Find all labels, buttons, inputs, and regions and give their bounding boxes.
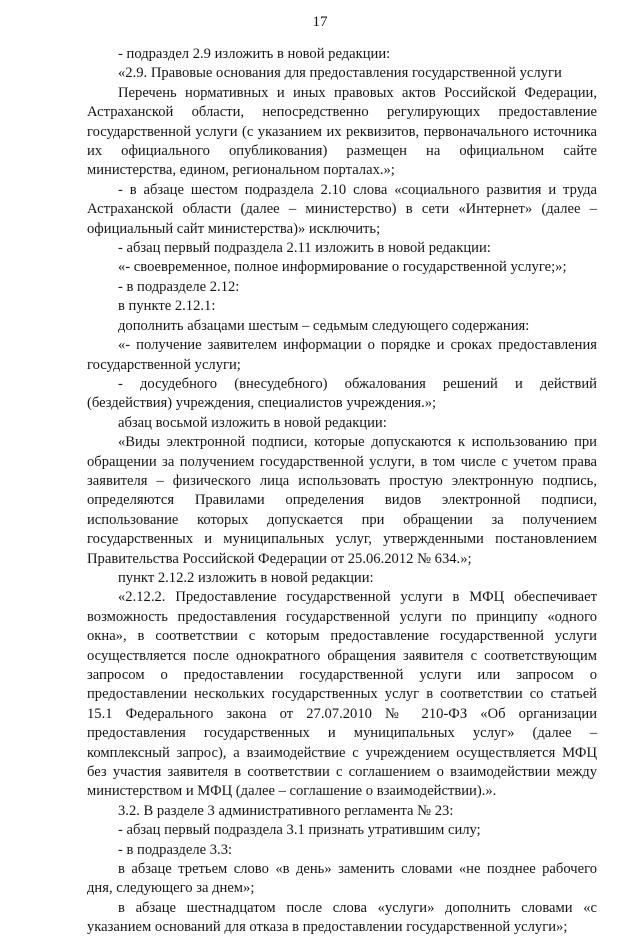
paragraph: абзац восьмой изложить в новой редакции: xyxy=(118,414,387,431)
document-body xyxy=(87,45,597,938)
paragraph: Перечень нормативных и иных правовых актов Российской Федерации, Астраханской области, непосредственно регулирующих предоставление государственной услуги (с указанием их реквизитов, первоначального источника их официального опубликования) размещен на официальном сайте министерства, едином, региональном порталах.»; xyxy=(87,84,597,179)
paragraph: «- получение заявителем информации о порядке и сроках предоставления государственной услуги; xyxy=(87,337,597,373)
paragraph: «- своевременное, полное информирование о государственной услуге;»; xyxy=(118,259,567,276)
paragraph: пункт 2.12.2 изложить в новой редакции: xyxy=(118,569,374,586)
paragraph: - досудебного (внесудебного) обжалования решений и действий (бездействия) учреждения, специалистов учреждения.»; xyxy=(87,375,597,412)
paragraph: 3.2. В разделе 3 административного регламента № 23: xyxy=(118,802,454,819)
paragraph: в абзаце третьем слово «в день» заменить словами «не позднее рабочего дня, следующего за днем»; xyxy=(87,861,597,897)
paragraph: в пункте 2.12.1: xyxy=(118,298,216,315)
paragraph: - в подразделе 2.12: xyxy=(118,278,240,295)
paragraph: «2.9. Правовые основания для предоставления государственной услуги xyxy=(118,65,562,82)
paragraph: дополнить абзацами шестым – седьмым следующего содержания: xyxy=(118,317,530,334)
paragraph: «Виды электронной подписи, которые допускаются к использованию при обращении за получением государственной услуги, в том числе с учетом права заявителя – физического лица использовать простую электронную подпись, определяются Правилами определения видов электронной подписи, использование которых допускается при обращении за получением государственных и муниципальных услуг, утвержденными постановлением Правительства Российской Федерации от 25.06.2012 № 634.»; xyxy=(87,434,597,567)
paragraph: - абзац первый подраздела 3.1 признать утратившим силу; xyxy=(118,822,481,839)
paragraph: - абзац первый подраздела 2.11 изложить в новой редакции: xyxy=(118,240,491,257)
paragraph: в абзаце шестнадцатом после слова «услуги» дополнить словами «с указанием оснований для отказа в предоставлении государственной услуги»; xyxy=(87,899,597,936)
page-number: 17 xyxy=(312,14,328,30)
paragraph: «2.12.2. Предоставление государственной услуги в МФЦ обеспечивает возможность предоставления государственной услуги по принципу «одного окна», в соответствии с которым предоставление государственной услуги осуществляется после однократного обращения заявителя с соответствующим запросом о предоставлении государственной услуги или запросом о предоставлении нескольких государственных услуг в соответствии со статьей 15.1 Федерального закона от 27.07.2010 № 210-ФЗ «Об организации предоставления государственных и муниципальных услуг» (далее – комплексный запрос), а взаимодействие с учреждением осуществляется МФЦ без участия заявителя в соответствии с соглашением о взаимодействии между министерством и МФЦ (далее – соглашение о взаимодействии).». xyxy=(87,589,597,800)
paragraph: - в абзаце шестом подраздела 2.10 слова «социального развития и труда Астраханской области (далее – министерство) в сети «Интернет» (далее – официальный сайт министерства)» исключить; xyxy=(87,181,597,237)
paragraph: - подраздел 2.9 изложить в новой редакции: xyxy=(118,46,391,62)
paragraph: - в подразделе 3.3: xyxy=(118,841,233,858)
